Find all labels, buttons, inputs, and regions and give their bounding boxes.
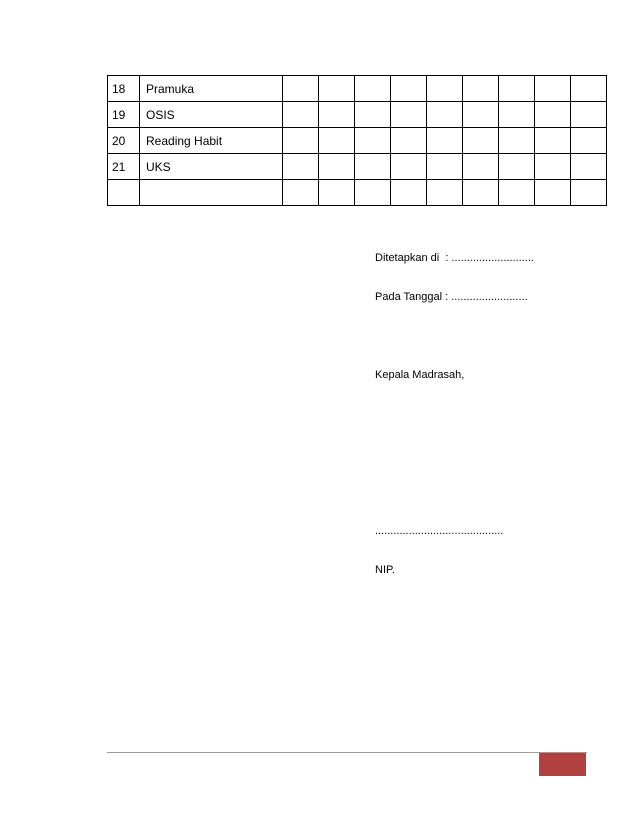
empty-cell <box>355 102 391 128</box>
empty-cell <box>283 102 319 128</box>
nip-line: NIP. <box>375 564 395 576</box>
empty-cell <box>391 76 427 102</box>
empty-cell <box>355 180 391 206</box>
empty-cell <box>463 154 499 180</box>
empty-cell <box>535 76 571 102</box>
extracurricular-table <box>107 75 607 206</box>
empty-cell <box>427 102 463 128</box>
empty-cell <box>499 154 535 180</box>
empty-cell <box>463 128 499 154</box>
empty-cell <box>571 180 607 206</box>
empty-cell <box>571 76 607 102</box>
empty-cell <box>499 76 535 102</box>
empty-cell <box>571 102 607 128</box>
table-row <box>108 180 607 206</box>
spacer <box>375 330 534 343</box>
table-row <box>108 128 607 154</box>
spacer <box>375 486 534 499</box>
empty-cell <box>391 180 427 206</box>
empty-cell <box>283 180 319 206</box>
empty-cell <box>391 102 427 128</box>
empty-cell <box>319 180 355 206</box>
signature-dots: .......................................... <box>375 525 504 537</box>
empty-cell <box>463 76 499 102</box>
page-number-box <box>539 753 586 776</box>
empty-cell <box>535 154 571 180</box>
table-row <box>108 76 607 102</box>
empty-cell <box>391 128 427 154</box>
empty-cell <box>283 154 319 180</box>
empty-cell <box>535 180 571 206</box>
empty-cell <box>571 128 607 154</box>
jabatan-line: Kepala Madrasah, <box>375 369 465 381</box>
table-row <box>108 102 607 128</box>
row-number: 21 <box>108 154 140 180</box>
empty-cell <box>355 128 391 154</box>
empty-cell <box>427 76 463 102</box>
empty-cell <box>499 180 535 206</box>
tanggal-line: Pada Tanggal : ......................... <box>375 291 528 303</box>
empty-cell <box>319 154 355 180</box>
row-number <box>108 180 140 206</box>
ditetapkan-line: Ditetapkan di : ........................... <box>375 252 534 264</box>
activity-name <box>140 180 283 206</box>
empty-cell <box>427 154 463 180</box>
row-number: 20 <box>108 128 140 154</box>
empty-cell <box>535 128 571 154</box>
empty-cell <box>319 76 355 102</box>
empty-cell <box>463 102 499 128</box>
activity-name: OSIS <box>140 102 283 128</box>
table-row <box>108 154 607 180</box>
empty-cell <box>535 102 571 128</box>
empty-cell <box>571 154 607 180</box>
empty-cell <box>499 128 535 154</box>
empty-cell <box>427 180 463 206</box>
empty-cell <box>355 154 391 180</box>
empty-cell <box>283 76 319 102</box>
empty-cell <box>319 128 355 154</box>
signature-block <box>375 226 534 603</box>
empty-cell <box>355 76 391 102</box>
activity-name: Pramuka <box>140 76 283 102</box>
empty-cell <box>283 128 319 154</box>
activity-name: UKS <box>140 154 283 180</box>
activity-name: Reading Habit <box>140 128 283 154</box>
footer-rule <box>107 752 587 753</box>
empty-cell <box>427 128 463 154</box>
spacer <box>375 408 534 421</box>
empty-cell <box>391 154 427 180</box>
row-number: 19 <box>108 102 140 128</box>
empty-cell <box>499 102 535 128</box>
empty-cell <box>319 102 355 128</box>
spacer <box>375 447 534 460</box>
empty-cell <box>463 180 499 206</box>
row-number: 18 <box>108 76 140 102</box>
